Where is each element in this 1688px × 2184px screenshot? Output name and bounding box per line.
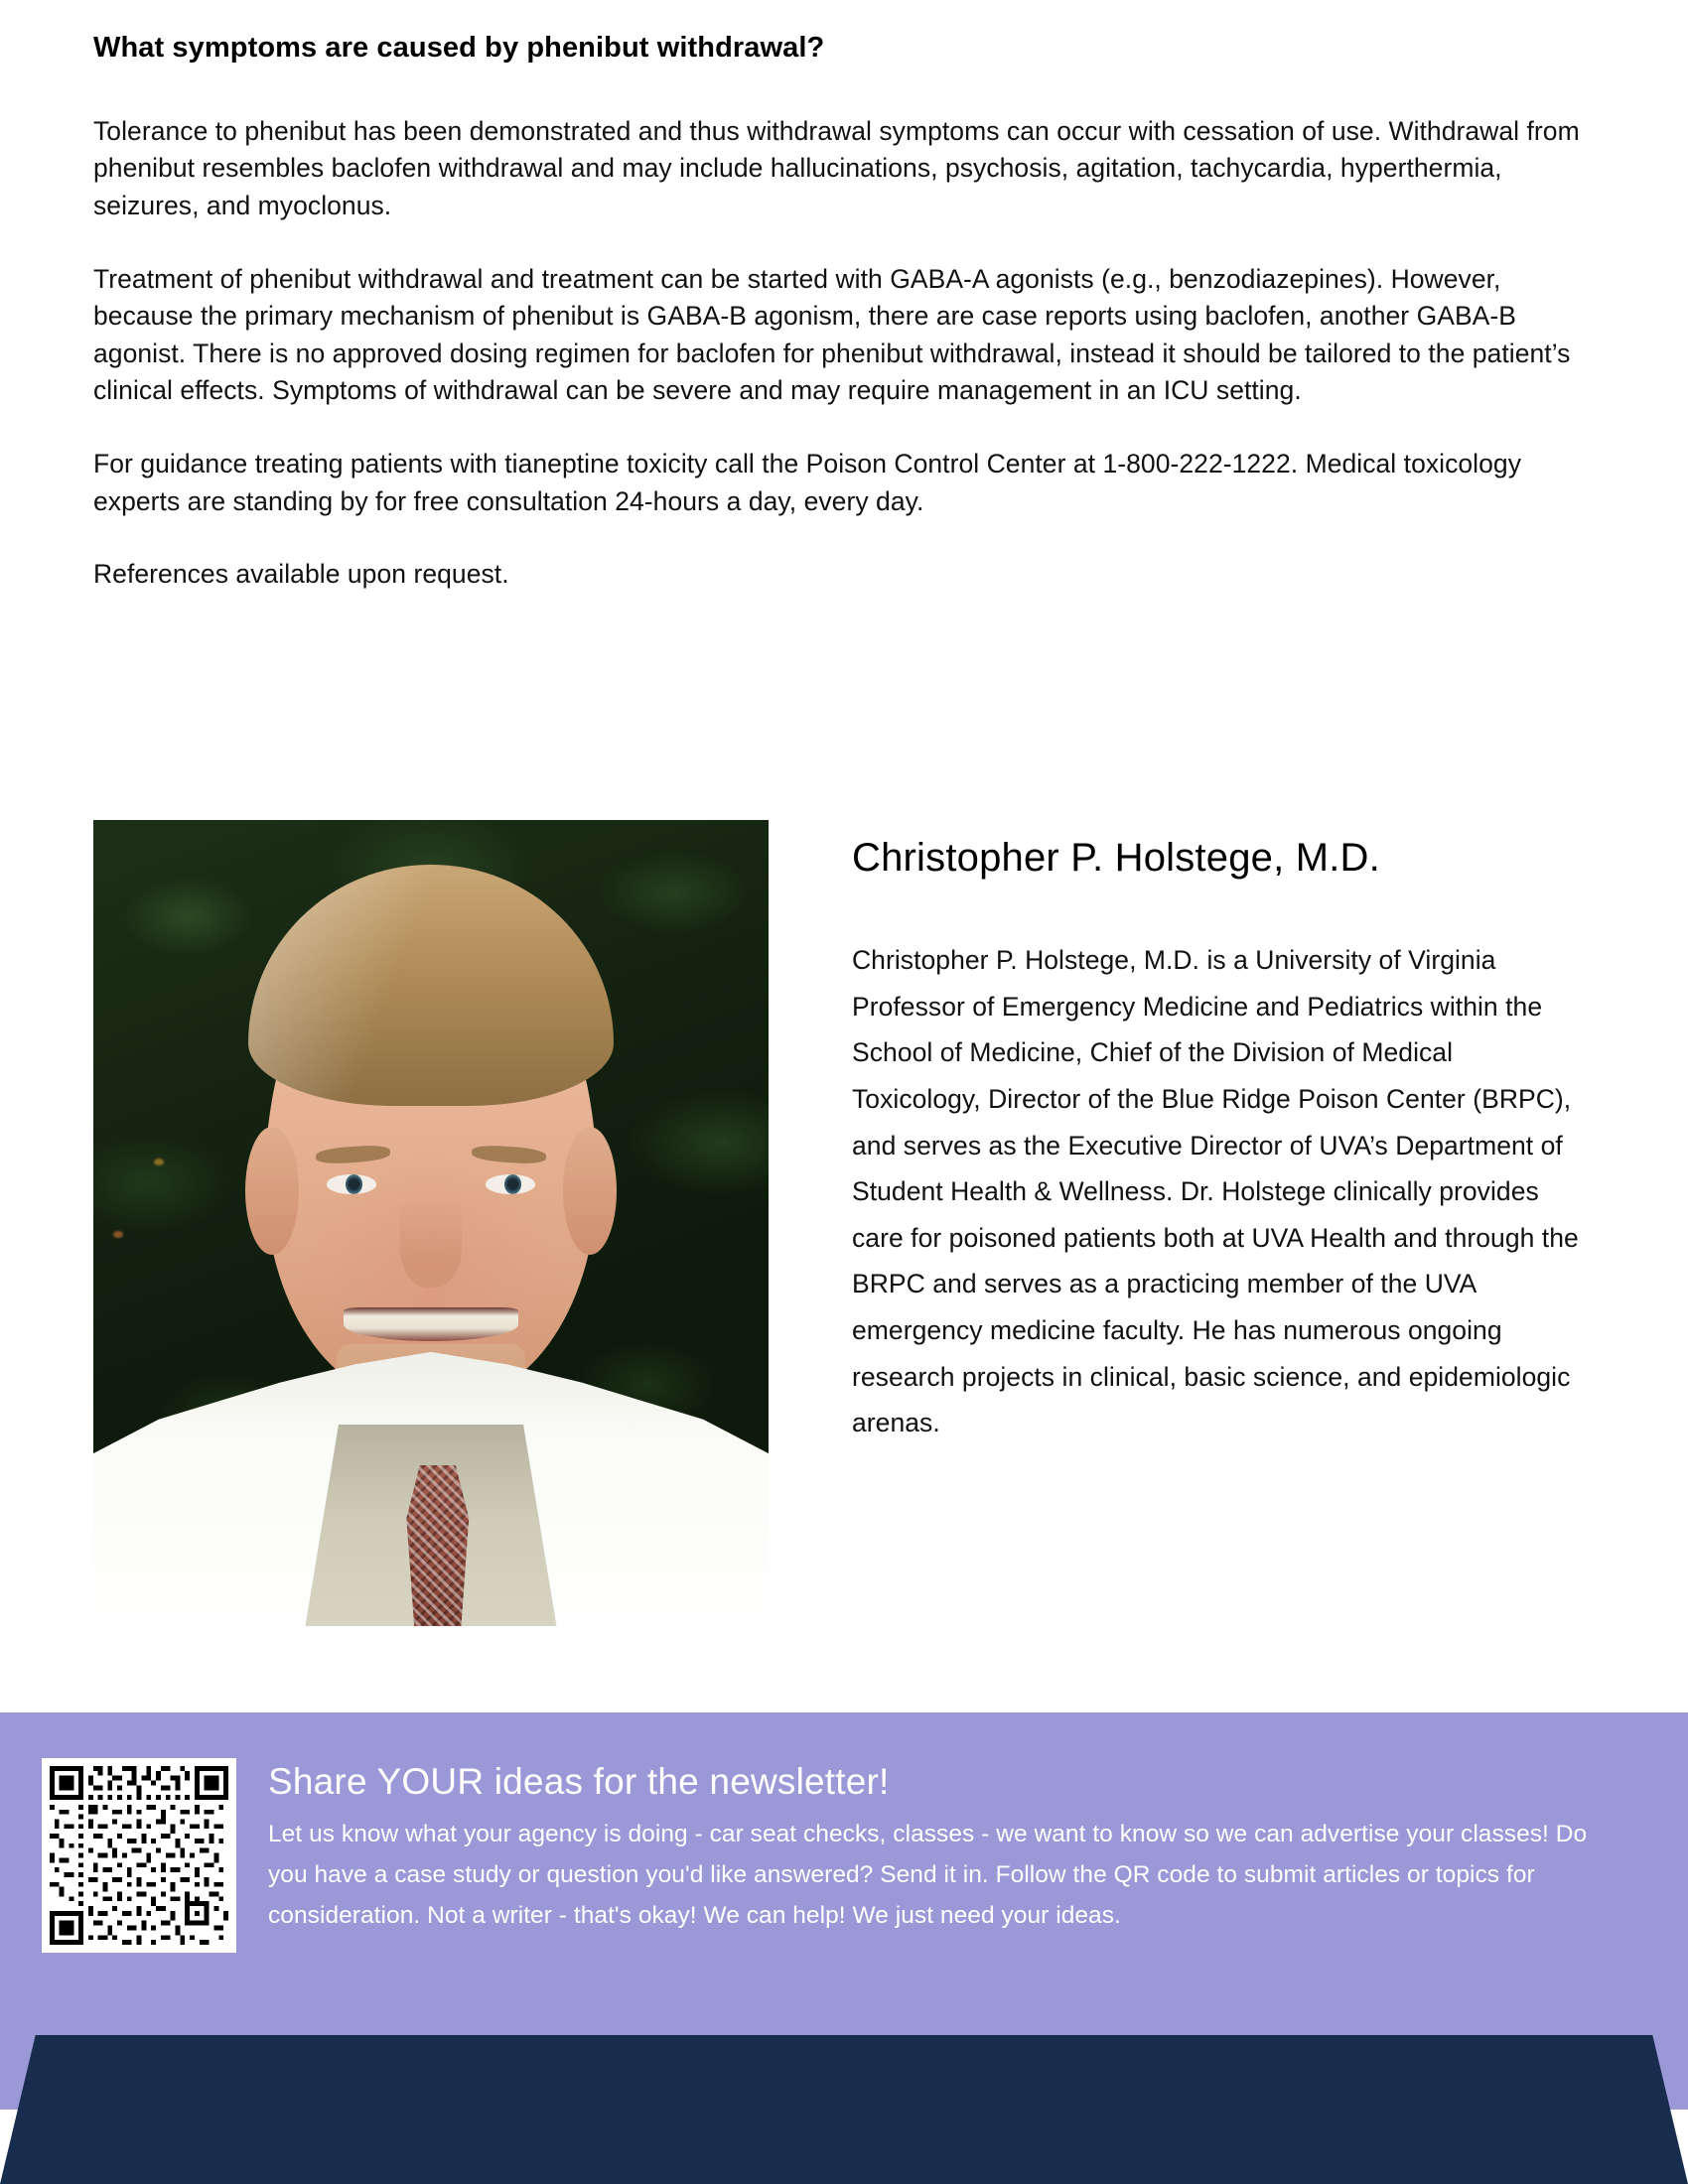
foliage-highlight-icon [154,1159,164,1165]
cta-content [42,1758,1618,1953]
footer-banner [0,2035,1688,2184]
portrait-eye-right [486,1174,535,1193]
portrait-ear-right [563,1127,617,1256]
qr-code-graphic [50,1766,228,1945]
page-title: What symptoms are caused by phenibut withdrawal? [93,32,825,64]
article-paragraph-2: Treatment of phenibut withdrawal and treatment can be started with GABA-A agonists (e.g., benzodiazepines). However, because the primary mechanism of phenibut is GABA-B agonism, there are case reports using baclofen, another GABA-B agonist. There is no approved dosing regimen for baclofen for phenibut withdrawal, instead it should be tailored to the patient’s clinical effects. Symptoms of withdrawal can be severe and may require management in an ICU setting. [93,263,1571,406]
portrait-hair [248,865,613,1107]
article-references-note: References available upon request. [93,559,509,590]
author-bio-text [852,820,1583,1446]
author-portrait [93,820,769,1626]
portrait-nose [400,1199,461,1288]
author-bio-section [93,820,1583,1626]
portrait-image [93,820,769,1626]
article-section [93,30,1580,594]
foliage-highlight-icon [113,1231,123,1238]
cta-text-block [268,1758,1618,1936]
author-description: Christopher P. Holstege, M.D. is a University of Virginia Professor of Emergency Medicine and Pediatrics within the School of Medicine, Chief of the Division of Medical Toxicology, Director of the Blue Ridge Poison Center (BRPC), and serves as the Executive Director of UVA’s Department of Student Health & Wellness. Dr. Holstege clinically provides care for poisoned patients both at UVA Health and through the BRPC and serves as a practicing member of the UVA emergency medicine faculty. He has numerous ongoing research projects in clinical, basic science, and epidemiologic arenas. [852,945,1579,1438]
qr-code-icon[interactable] [42,1758,236,1953]
author-name: Christopher P. Holstege, M.D. [852,836,1380,880]
cta-body: Let us know what your agency is doing - car seat checks, classes - we want to know so we can advertise your classes! Do you have a case study or question you'd like answered? Send it in. Follow the QR code to submit articles or topics for consideration. Not a writer - that's okay! We can help! We just need your ideas. [268,1820,1588,1929]
cta-title: Share YOUR ideas for the newsletter! [268,1761,890,1802]
portrait-eye-left [327,1174,376,1193]
article-paragraph-3: For guidance treating patients with tianeptine toxicity call the Poison Control Center at 1-800-222-1222. Medical toxicology experts are standing by for free consultation 24-hours a day, every day. [93,449,1522,516]
article-paragraph-1: Tolerance to phenibut has been demonstrated and thus withdrawal symptoms can occur with cessation of use. Withdrawal from phenibut resembles baclofen withdrawal and may include hallucinations, psychosis, agitation, tachycardia, hyperthermia, seizures, and myoclonus. [93,115,1580,220]
